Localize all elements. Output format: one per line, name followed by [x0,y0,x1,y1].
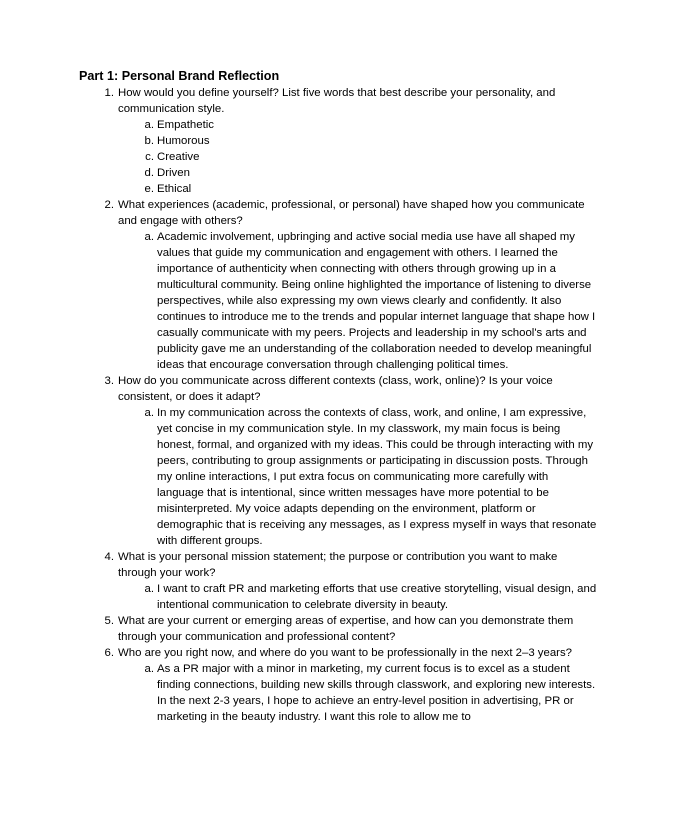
answer-item [144,581,597,613]
question-number: 1. [104,87,114,99]
question-item [104,373,598,405]
section-heading: Part 1: Personal Brand Reflection [79,69,280,83]
answer-letter: b. [144,135,154,147]
answer-letter: a. [144,119,154,131]
answer-text: As a PR major with a minor in marketing, my current focus is to excel as a student finding connections, building new skills through classwork, and exploring new interests. In the next 2-3 years, I hope to achieve an entry-level position in advertising, PR or marketing in the beauty industry. I want this role to allow me to [157,663,596,723]
question-list [0,85,673,725]
answer-item [144,181,597,197]
question-text: What are your current or emerging areas of expertise, and how can you demonstrate them through your communication and professional content? [118,615,574,643]
question-number: 6. [104,647,114,659]
answer-item [144,133,597,149]
answer-item [145,149,597,165]
answer-letter: a. [144,583,154,595]
answer-letter: a. [144,407,154,419]
question-item [104,645,598,661]
answer-text: Empathetic [157,119,214,131]
answer-item [144,661,597,725]
question-text: Who are you right now, and where do you want to be professionally in the next 2–3 years? [118,647,573,659]
answer-text: In my communication across the contexts of class, work, and online, I am expressive, yet concise in my communication style. In my classwork, my main focus is being honest, formal, and organized with my ideas. This could be through interacting with my peers, contributing to group assignments or participating in discussion posts. Through my online interactions, I put extra focus on communicating more carefully with language that is intentional, since written messages have more potential to be misinterpreted. My voice adapts depending on the environment, platform or demographic that is receiving any messages, as I express myself in ways that resonate with different groups. [157,407,597,547]
answer-letter: a. [144,231,154,243]
question-item [104,613,598,645]
question-item [104,197,598,229]
question-text: How do you communicate across different contexts (class, work, online)? Is your voice consistent, or does it adapt? [118,375,553,403]
answer-item [144,229,597,373]
answer-text: Ethical [157,183,192,195]
answer-letter: e. [144,183,154,195]
answer-letter: c. [145,151,154,163]
question-text: What experiences (academic, professional, or personal) have shaped how you communicate and engage with others? [118,199,585,227]
answer-text: Creative [157,151,200,163]
answer-letter: a. [144,663,154,675]
question-item [104,85,598,117]
answer-text: Humorous [157,135,210,147]
question-text: How would you define yourself? List five words that best describe your personality, and communication style. [118,87,556,115]
answer-item [144,165,597,181]
question-number: 4. [104,551,114,563]
question-number: 2. [104,199,114,211]
answer-letter: d. [144,167,154,179]
answer-text: Academic involvement, upbringing and active social media use have all shaped my values that guide my communication and engagement with others. I learned the importance of authenticity when connecting with others through growing up in a multicultural community. Being online highlighted the importance of listening to diverse perspectives, while also expressing my own views clearly and confidently. It also continues to introduce me to the trends and popular internet language that shape how I casually communicate with my peers. Projects and leadership in my school's arts and publicity gave me an understanding of the collaboration needed to develop meaningful ideas that encourage conversation through challenging political times. [157,231,596,371]
question-number: 5. [104,615,114,627]
answer-item [144,117,597,133]
question-text: What is your personal mission statement; the purpose or contribution you want to make through your work? [118,551,558,579]
answer-item [144,405,597,549]
question-item [104,549,598,581]
question-number: 3. [104,375,114,387]
answer-text: I want to craft PR and marketing efforts that use creative storytelling, visual design, and intentional communication to celebrate diversity in beauty. [157,583,597,611]
answer-text: Driven [157,167,190,179]
